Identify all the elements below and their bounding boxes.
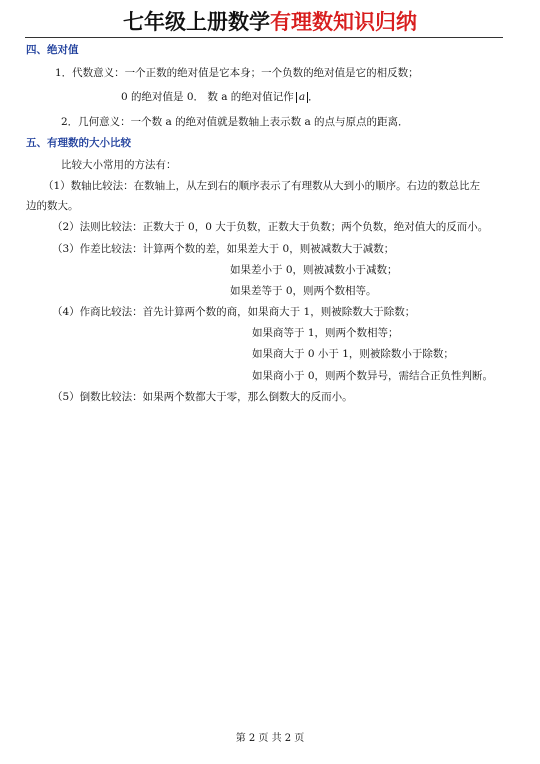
method3-line2: 如果差小于 0，则被减数小于减数； [230,264,398,276]
section5-heading: 五、有理数的大小比较 [26,137,131,149]
section4-item2: 2．几何意义：一个数 a 的绝对值就是数轴上表示数 a 的点与原点的距离． [61,116,409,128]
method4-line2: 如果商等于 1，则两个数相等； [252,327,399,339]
header-divider [25,37,503,38]
section4-item1-continued [121,90,319,104]
method4-line4: 如果商小于 0，则两个数异号，需结合正负性判断。 [252,370,494,382]
abs-period: ． [308,91,319,103]
section4-item1: 1．代数意义：一个正数的绝对值是它本身；一个负数的绝对值是它的相反数； [55,67,419,79]
absolute-value-notation: a [296,92,308,103]
section4-heading: 四、绝对值 [26,44,79,56]
page-footer: 第 2 页 共 2 页 [235,733,305,744]
method1-line2: 边的数大。 [26,200,79,212]
method4-line3: 如果商大于 0 小于 1，则被除数小于除数； [252,348,454,360]
method4-line1: （4）作商比较法：首先计算两个数的商，如果商大于 1，则被除数大于除数； [52,306,416,318]
title-red-part: 有理数知识归纳 [270,10,417,34]
method5: （5）倒数比较法：如果两个数都大于零，那么倒数大的反而小。 [52,391,353,403]
method2: （2）法则比较法：正数大于 0，0 大于负数，正数大于负数；两个负数，绝对值大的反而小。 [52,221,489,233]
abs-text: 0 的绝对值是 0． 数 a 的绝对值记作 [121,91,294,103]
method3-line3: 如果差等于 0，则两个数相等。 [230,285,377,297]
document-title [0,8,540,36]
section5-intro: 比较大小常用的方法有： [61,159,177,171]
method3-line1: （3）作差比较法：计算两个数的差，如果差大于 0，则被减数大于减数； [52,243,395,255]
title-black-part: 七年级上册数学 [123,10,270,34]
method1-line1: （1）数轴比较法：在数轴上，从左到右的顺序表示了有理数从大到小的顺序。右边的数总比左 [43,180,481,192]
